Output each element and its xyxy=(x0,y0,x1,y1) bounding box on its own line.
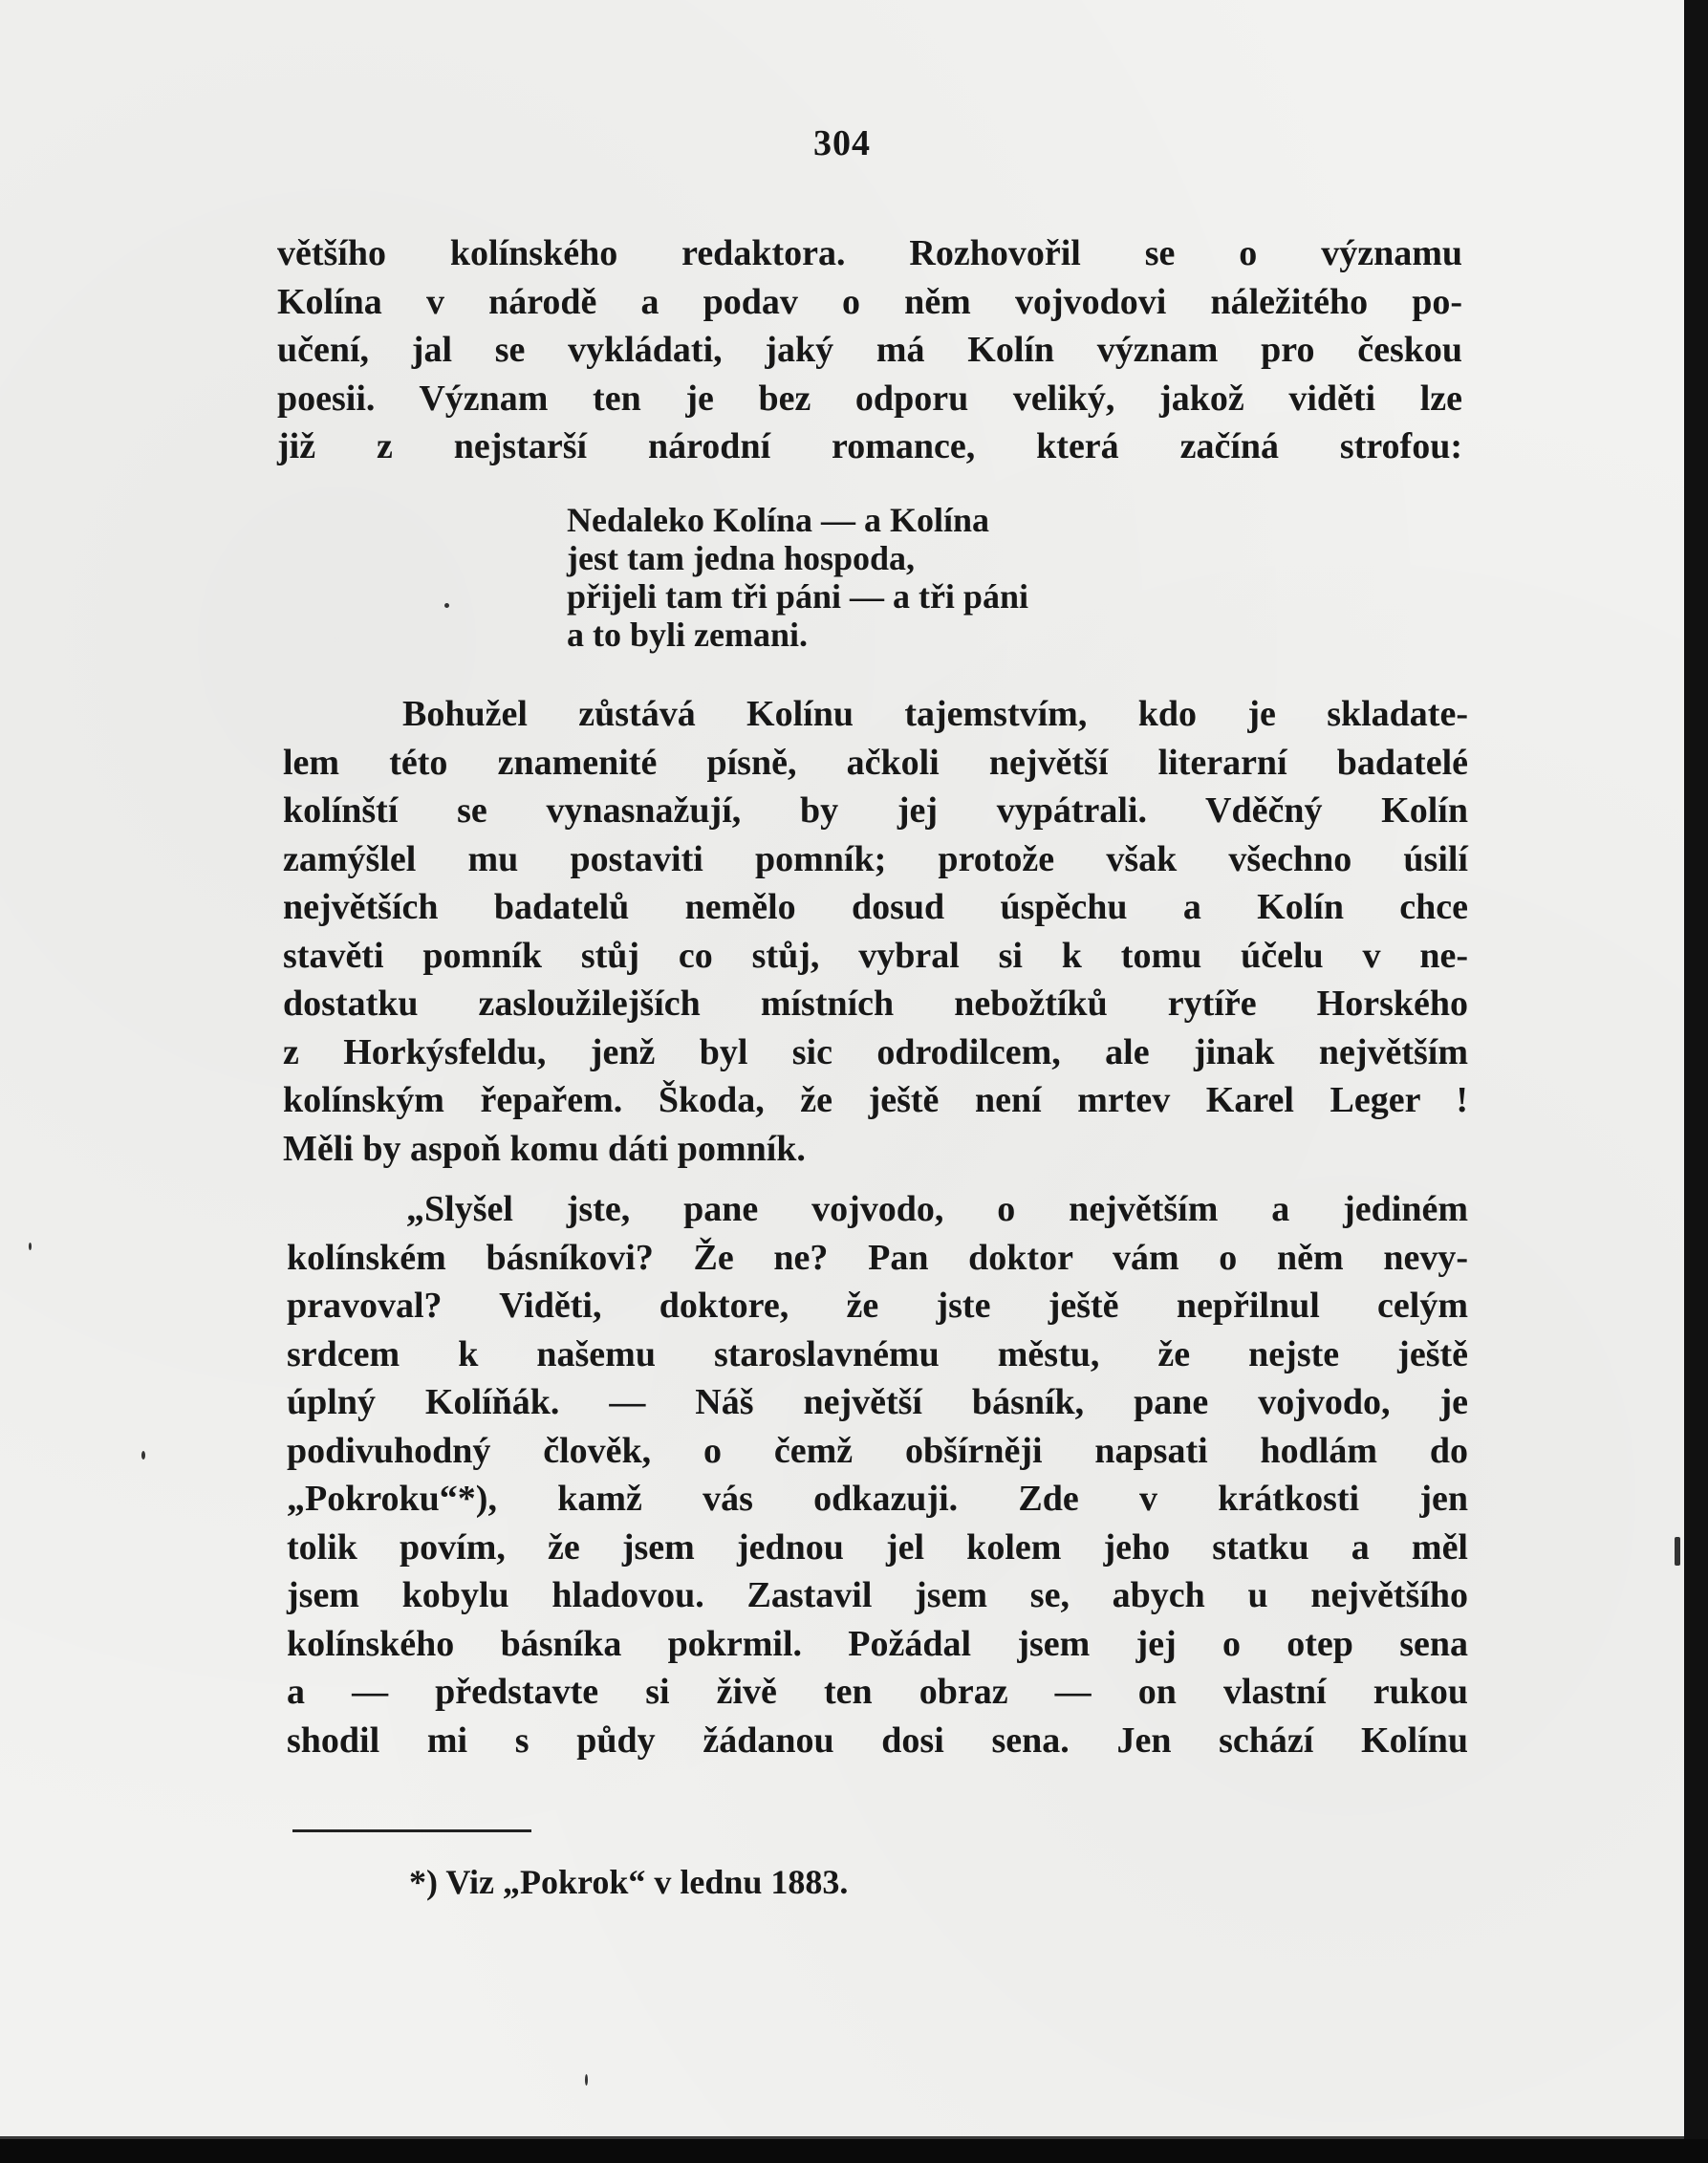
footnote-divider xyxy=(292,1829,531,1832)
paragraph-1 xyxy=(277,229,1462,471)
text-line: pravoval? Viděti, doktore, že jste ještě nepřilnul celým xyxy=(287,1286,1468,1326)
text-line: shodil mi s půdy žádanou dosi sena. Jen schází Kolínu xyxy=(287,1720,1468,1761)
text-line: „Slyšel jste, pane vojvodo, o největším a jediném xyxy=(406,1189,1468,1229)
text-line: stavěti pomník stůj co stůj, vybral si k tomu účelu v ne- xyxy=(283,935,1468,976)
text-line: největších badatelů nemělo dosud úspěchu a Kolín chce xyxy=(283,887,1468,927)
paragraph-2 xyxy=(283,690,1468,1173)
verse-line: přijeli tam tři páni — a tři páni xyxy=(567,577,1028,616)
text-line: kolínským řepařem. Škoda, že ještě není mrtev Karel Leger ! xyxy=(283,1080,1468,1120)
text-line: Kolína v národě a podav o něm vojvodovi náležitého po- xyxy=(277,281,1462,322)
text-line: Bohužel zůstává Kolínu tajemstvím, kdo je skladate- xyxy=(402,694,1468,734)
paper-speck xyxy=(141,1451,145,1460)
page-number: 304 xyxy=(813,123,871,163)
paper-speck xyxy=(585,2074,588,2086)
text-line: Měli by aspoň komu dáti pomník. xyxy=(283,1128,806,1169)
text-line: „Pokroku“*), kamž vás odkazuji. Zde v krátkosti jen xyxy=(287,1479,1468,1519)
verse-line: Nedaleko Kolína — a Kolína xyxy=(567,501,990,539)
text-line: lem této znamenité písně, ačkoli největší literarní badatelé xyxy=(283,742,1468,783)
text-line: učení, jal se vykládati, jaký má Kolín význam pro českou xyxy=(277,330,1462,370)
footnote: *) Viz „Pokrok“ v lednu 1883. xyxy=(409,1863,849,1901)
paragraph-3 xyxy=(287,1185,1468,1764)
text-line: poesii. Význam ten je bez odporu veliký, jakož viděti lze xyxy=(277,378,1462,419)
verse-quote xyxy=(567,501,1028,654)
text-line: podivuhodný člověk, o čemž obšírněji napsati hodlám do xyxy=(287,1430,1468,1471)
scan-border-right xyxy=(1684,0,1708,2163)
text-line: kolínského básníka pokrmil. Požádal jsem jej o otep sena xyxy=(287,1623,1468,1664)
text-line: dostatku zasloužilejších místních nebožtíků rytíře Horského xyxy=(283,984,1468,1024)
text-line: a — představte si živě ten obraz — on vlastní rukou xyxy=(287,1672,1468,1712)
text-line: kolínském básníkovi? Že ne? Pan doktor vám o něm nevy- xyxy=(287,1237,1468,1278)
paper-speck xyxy=(444,603,449,608)
text-line: již z nejstarší národní romance, která začíná strofou: xyxy=(277,426,1462,466)
scan-border-bottom xyxy=(0,2139,1708,2163)
text-line: úplný Kolíňák. — Náš největší básník, pane vojvodo, je xyxy=(287,1382,1468,1422)
verse-line: a to byli zemani. xyxy=(567,616,808,654)
verse-line: jest tam jedna hospoda, xyxy=(567,539,916,577)
paper-speck xyxy=(1675,1537,1680,1566)
text-line: většího kolínského redaktora. Rozhovořil se o významu xyxy=(277,233,1462,273)
text-line: z Horkýsfeldu, jenž byl sic odrodilcem, ale jinak největším xyxy=(283,1031,1468,1072)
text-line: tolik povím, že jsem jednou jel kolem jeho statku a měl xyxy=(287,1526,1468,1568)
paper-speck xyxy=(29,1243,32,1250)
text-line: zamýšlel mu postaviti pomník; protože však všechno úsilí xyxy=(283,838,1468,879)
text-line: srdcem k našemu staroslavnému městu, že nejste ještě xyxy=(287,1333,1468,1374)
text-line: kolínští se vynasnažují, by jej vypátrali. Vděčný Kolín xyxy=(283,790,1468,831)
text-line: jsem kobylu hladovou. Zastavil jsem se, abych u největšího xyxy=(287,1575,1468,1615)
